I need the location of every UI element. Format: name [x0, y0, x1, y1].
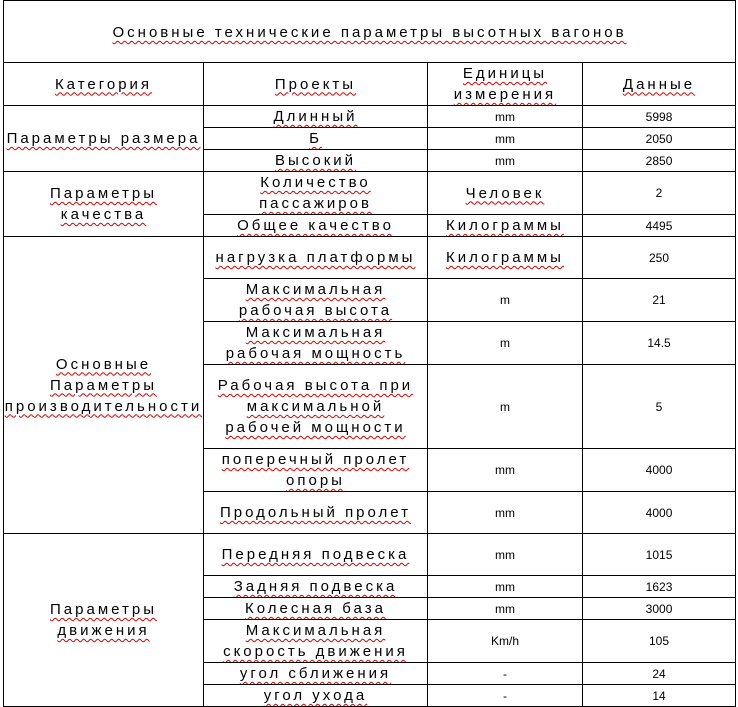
data-cell [583, 449, 736, 492]
header-data-label: Данные [622, 75, 696, 93]
unit-value: m [500, 336, 510, 350]
header-data [583, 63, 736, 106]
unit-value: Km/h [490, 634, 519, 648]
project-cell [204, 663, 428, 685]
unit-cell [428, 172, 583, 215]
data-value: 5 [655, 399, 663, 414]
project-label: Передняя подвеска [221, 546, 410, 563]
unit-value: Человек [465, 184, 545, 202]
data-cell [583, 237, 736, 279]
project-label: нагрузка платформы [215, 249, 416, 266]
data-value: 2050 [645, 131, 673, 146]
data-cell [583, 685, 736, 707]
data-cell [583, 365, 736, 449]
data-cell [583, 492, 736, 534]
project-label: Максимальная рабочая высота [238, 281, 393, 319]
project-label: Общее качество [237, 217, 394, 234]
category-cell [4, 106, 204, 172]
project-cell [204, 150, 428, 172]
project-cell [204, 237, 428, 279]
unit-cell [428, 279, 583, 322]
unit-value: mm [495, 505, 515, 520]
unit-cell [428, 365, 583, 449]
project-label: поперечный пролет опоры [221, 451, 410, 489]
project-label: Максимальная рабочая мощность [225, 324, 406, 362]
project-cell [204, 215, 428, 237]
project-label: Количество пассажиров [259, 174, 372, 212]
category-cell [4, 237, 204, 534]
table-title-cell [4, 1, 736, 63]
project-label: Максимальная скорость движения [223, 622, 408, 660]
project-cell [204, 685, 428, 707]
data-value: 1015 [645, 547, 673, 562]
unit-value: mm [495, 579, 515, 594]
data-cell [583, 576, 736, 598]
unit-cell [428, 492, 583, 534]
data-value: 14.5 [647, 336, 671, 350]
data-cell [583, 663, 736, 685]
project-cell [204, 365, 428, 449]
table-row [4, 106, 736, 128]
category-label: Параметры размера [6, 130, 201, 147]
project-label: Колесная база [245, 600, 386, 617]
project-label: Б [309, 130, 322, 147]
data-value: 24 [652, 666, 666, 681]
table-row [4, 534, 736, 576]
data-cell [583, 598, 736, 620]
category-cell [4, 172, 204, 237]
data-cell [583, 106, 736, 128]
data-cell [583, 150, 736, 172]
unit-cell [428, 150, 583, 172]
unit-cell [428, 106, 583, 128]
data-value: 4000 [645, 463, 673, 477]
project-cell [204, 322, 428, 365]
category-label: Основные Параметры производительности [4, 355, 203, 415]
project-cell [204, 620, 428, 663]
project-label: Продольный пролет [219, 504, 412, 521]
unit-value: mm [495, 109, 515, 124]
unit-cell [428, 576, 583, 598]
unit-value: - [503, 688, 507, 703]
header-project [204, 63, 428, 106]
title-row [4, 1, 736, 63]
header-category-label: Категория [54, 75, 153, 93]
data-cell [583, 322, 736, 365]
data-cell [583, 279, 736, 322]
category-cell [4, 534, 204, 707]
project-label: Высокий [274, 152, 357, 169]
project-label: угол ухода [263, 687, 368, 704]
unit-cell [428, 620, 583, 663]
unit-value: mm [495, 153, 515, 168]
data-cell [583, 620, 736, 663]
data-value: 1623 [645, 579, 673, 594]
data-value: 105 [649, 634, 670, 648]
project-cell [204, 534, 428, 576]
data-value: 2 [655, 186, 663, 200]
category-label: Параметры движения [50, 601, 157, 639]
unit-cell [428, 237, 583, 279]
project-cell [204, 492, 428, 534]
table-row [4, 172, 736, 215]
unit-cell [428, 685, 583, 707]
unit-value: Килограммы [446, 217, 564, 234]
unit-cell [428, 215, 583, 237]
data-value: 2850 [645, 153, 673, 168]
project-cell [204, 106, 428, 128]
data-value: 5998 [645, 109, 673, 124]
unit-value: Килограммы [446, 249, 564, 266]
unit-cell [428, 663, 583, 685]
data-value: 14 [652, 688, 666, 703]
project-cell [204, 128, 428, 150]
header-unit [428, 63, 583, 106]
header-category [4, 63, 204, 106]
table-row [4, 237, 736, 279]
header-project-label: Проекты [274, 75, 357, 93]
data-value: 4000 [645, 505, 673, 520]
data-value: 21 [652, 293, 666, 307]
unit-value: mm [495, 463, 515, 477]
data-cell [583, 172, 736, 215]
project-cell [204, 598, 428, 620]
table-title: Основные технические параметры высотных вагонов [112, 24, 627, 41]
data-cell [583, 128, 736, 150]
unit-cell [428, 534, 583, 576]
unit-cell [428, 449, 583, 492]
data-cell [583, 215, 736, 237]
project-cell [204, 449, 428, 492]
project-label: Задняя подвеска [233, 578, 398, 595]
data-value: 3000 [645, 601, 673, 616]
project-cell [204, 279, 428, 322]
unit-cell [428, 598, 583, 620]
unit-value: - [503, 666, 507, 681]
unit-value: mm [495, 131, 515, 146]
project-label: Рабочая высота при максимальной рабочей мощности [217, 377, 414, 436]
data-value: 250 [649, 250, 670, 265]
unit-value: mm [495, 601, 515, 616]
data-value: 4495 [645, 218, 673, 233]
unit-value: mm [495, 547, 515, 562]
unit-cell [428, 128, 583, 150]
header-row [4, 63, 736, 106]
spec-table [3, 0, 736, 707]
project-label: угол сближения [239, 665, 392, 682]
unit-value: m [500, 399, 510, 414]
project-label: Длинный [273, 108, 358, 125]
project-cell [204, 172, 428, 215]
unit-value: m [500, 293, 510, 307]
unit-cell [428, 322, 583, 365]
header-unit-label: Единицы измерения [453, 65, 557, 103]
category-label: Параметры качества [50, 185, 157, 223]
data-cell [583, 534, 736, 576]
project-cell [204, 576, 428, 598]
